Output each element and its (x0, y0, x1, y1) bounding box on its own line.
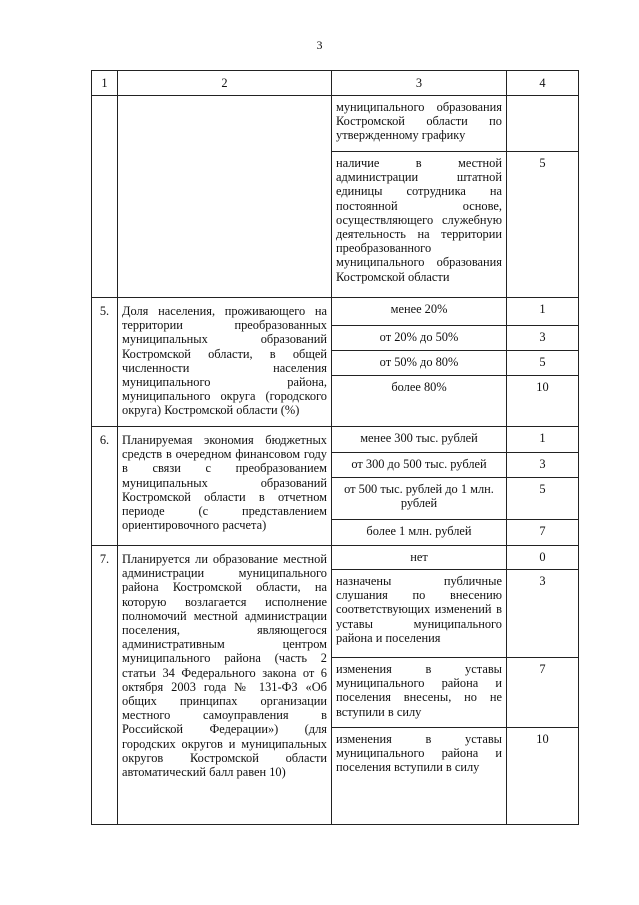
table-row (92, 96, 579, 152)
column-header: 4 (507, 71, 579, 96)
score-cell: 10 (507, 728, 579, 825)
option-cell: от 20% до 50% (332, 326, 507, 351)
option-cell: изменения в уставы муниципального района и поселения вступили в силу (332, 728, 507, 825)
table-row (92, 427, 579, 453)
table-row (92, 298, 579, 326)
option-cell: менее 20% (332, 298, 507, 326)
option-cell: муниципального образования Костромской области по утвержденному графику (332, 96, 507, 152)
score-cell: 7 (507, 520, 579, 546)
option-cell: от 300 до 500 тыс. рублей (332, 453, 507, 478)
score-cell: 7 (507, 658, 579, 728)
option-cell: изменения в уставы муниципального района и поселения внесены, но не вступили в силу (332, 658, 507, 728)
table-row (92, 546, 579, 570)
option-cell: нет (332, 546, 507, 570)
page-number: 3 (316, 38, 323, 52)
score-cell: 10 (507, 376, 579, 427)
criterion-cell (118, 96, 332, 298)
criteria-table (91, 70, 579, 825)
row-number-cell (92, 96, 118, 298)
score-cell: 3 (507, 326, 579, 351)
table-header-row (92, 71, 579, 96)
option-cell: более 1 млн. рублей (332, 520, 507, 546)
criterion-cell: Планируется ли образование местной администрации муниципального района Костромской области, на которую возлагается исполнение полномочий местной администрации поселения, являющегося административным центром муниципального района (часть 2 статьи 34 Федерального закона от 6 октября 2003 года № 131-ФЗ «Об общих принципах организации местного самоуправления в Российской Федерации») (для городских округов и муниципальных округов Костромской области автоматический балл равен 10) (118, 546, 332, 825)
option-cell: от 500 тыс. рублей до 1 млн. рублей (332, 478, 507, 520)
column-header: 2 (118, 71, 332, 96)
option-cell: менее 300 тыс. рублей (332, 427, 507, 453)
column-header: 1 (92, 71, 118, 96)
score-cell: 5 (507, 478, 579, 520)
row-number-cell: 5. (92, 298, 118, 427)
column-header: 3 (332, 71, 507, 96)
criterion-cell: Планируемая экономия бюджетных средств в очередном финансовом году в связи с преобразованием муниципальных образований Костромской области в отчетном периоде (с представлением ориентировочного расчета) (118, 427, 332, 546)
score-cell: 1 (507, 298, 579, 326)
score-cell: 0 (507, 546, 579, 570)
row-number-cell: 7. (92, 546, 118, 825)
score-cell: 5 (507, 152, 579, 298)
score-cell: 5 (507, 351, 579, 376)
row-number-cell: 6. (92, 427, 118, 546)
score-cell: 1 (507, 427, 579, 453)
option-cell: назначены публичные слушания по внесению соответствующих изменений в уставы муниципального района и поселения (332, 570, 507, 658)
score-cell (507, 96, 579, 152)
score-cell: 3 (507, 453, 579, 478)
option-cell: наличие в местной администрации штатной единицы сотрудника на постоянной основе, осуществляющего служебную деятельность на территории преобразованного муниципального образования Костромской области (332, 152, 507, 298)
criterion-cell: Доля населения, проживающего на территории преобразованных муниципальных образований Костромской области, в общей численности населения муниципального района, муниципального округа (городского округа) Костромской области (%) (118, 298, 332, 427)
option-cell: от 50% до 80% (332, 351, 507, 376)
option-cell: более 80% (332, 376, 507, 427)
score-cell: 3 (507, 570, 579, 658)
